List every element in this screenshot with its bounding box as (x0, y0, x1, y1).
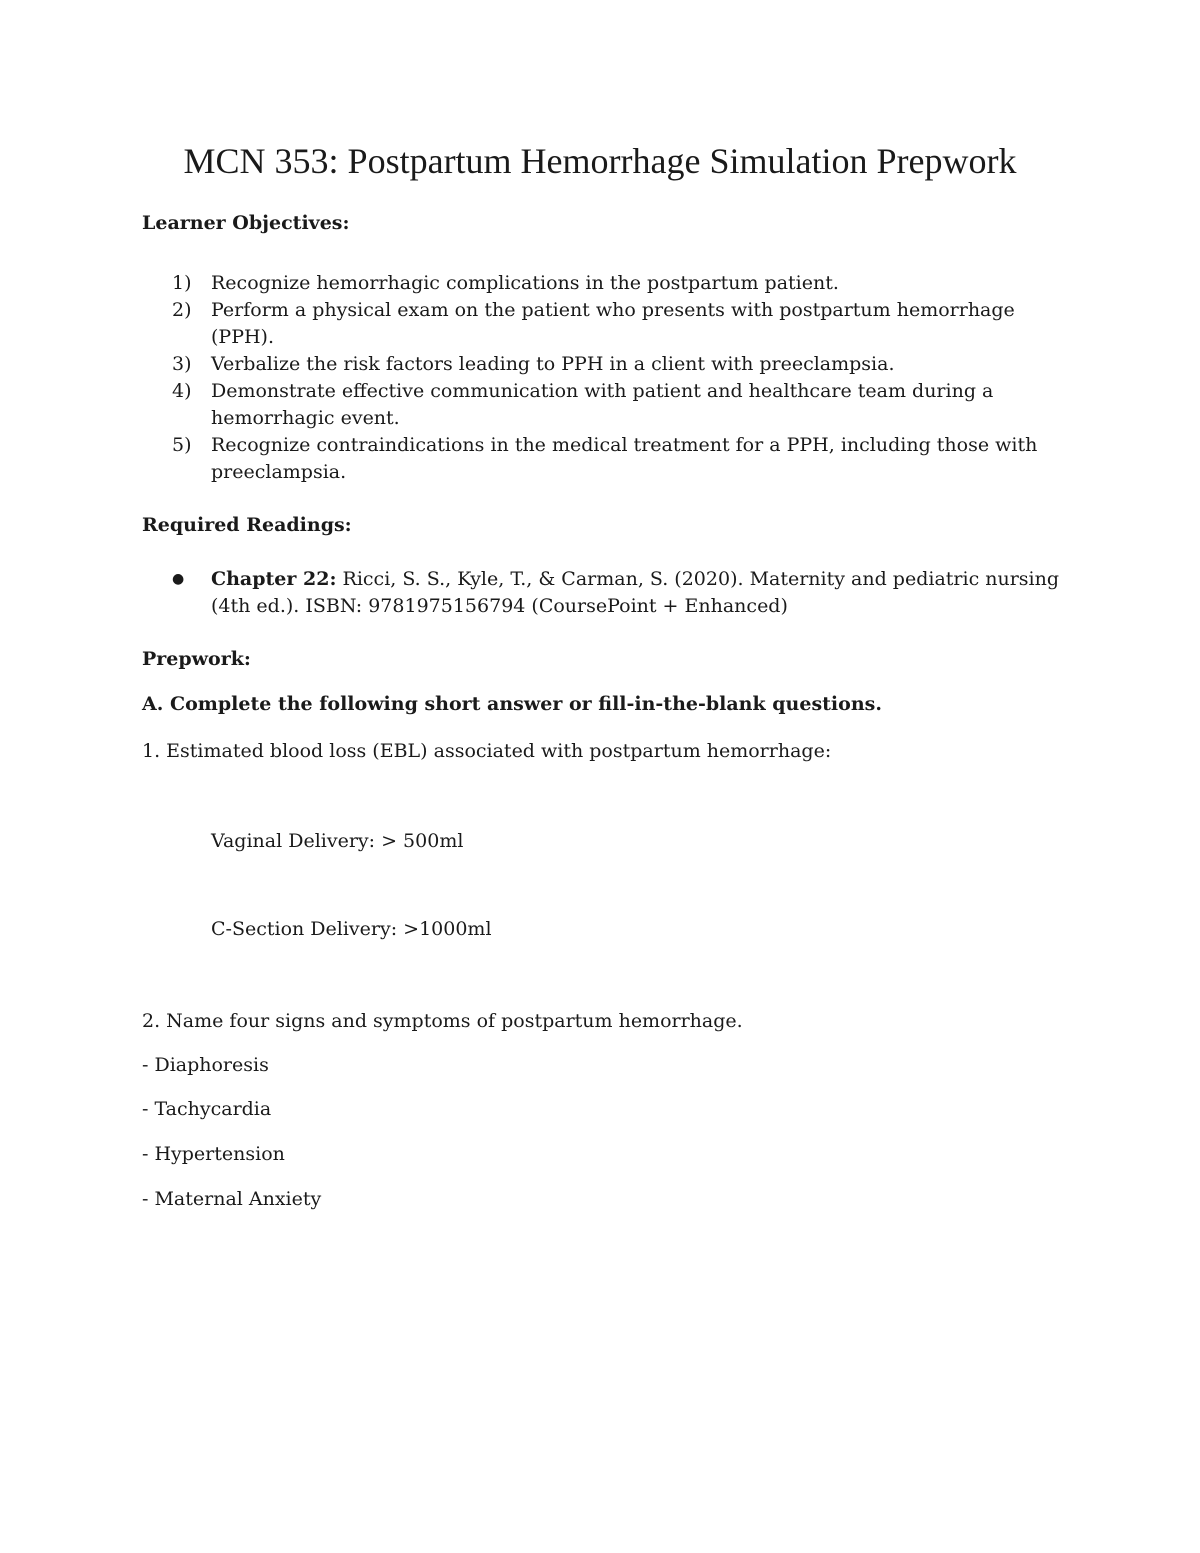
answer-item: - Tachycardia (142, 1098, 272, 1120)
answer-item: - Diaphoresis (142, 1054, 269, 1076)
answer-vaginal-delivery: Vaginal Delivery: > 500ml (211, 830, 464, 852)
required-readings-heading: Required Readings: (142, 514, 352, 536)
answer-item: - Maternal Anxiety (142, 1188, 322, 1210)
learner-objectives-heading: Learner Objectives: (142, 212, 350, 234)
list-item-text: Recognize hemorrhagic complications in the postpartum patient. (211, 272, 839, 294)
document-title: MCN 353: Postpartum Hemorrhage Simulation Prepwork (183, 141, 1017, 181)
list-number: 5) (172, 434, 192, 456)
answer-csection-delivery: C-Section Delivery: >1000ml (211, 918, 492, 940)
question-2: 2. Name four signs and symptoms of postpartum hemorrhage. (142, 1010, 743, 1032)
list-number: 2) (172, 299, 192, 321)
list-item-text: Perform a physical exam on the patient who presents with postpartum hemorrhage (PPH). (211, 299, 1015, 348)
bullet-icon: ● (172, 571, 185, 587)
list-item (172, 297, 1052, 351)
section-a-instructions: A. Complete the following short answer or fill-in-the-blank questions. (142, 693, 882, 715)
readings-list (172, 566, 1062, 620)
list-item (172, 378, 1052, 432)
objectives-list (172, 270, 1052, 486)
list-number: 1) (172, 272, 192, 294)
list-item (172, 432, 1052, 486)
list-item-text: Verbalize the risk factors leading to PPH in a client with preeclampsia. (211, 353, 895, 375)
list-item-text: Demonstrate effective communication with patient and healthcare team during a hemorrhagic event. (211, 380, 994, 429)
list-item (172, 270, 1052, 297)
reading-label: Chapter 22: (211, 568, 337, 590)
reading-citation: Ricci, S. S., Kyle, T., & Carman, S. (2020). Maternity and pediatric nursing (4th ed.). ISBN: 9781975156794 (CoursePoint + Enhanced) (211, 568, 1060, 617)
question-1: 1. Estimated blood loss (EBL) associated with postpartum hemorrhage: (142, 740, 832, 762)
list-number: 4) (172, 380, 192, 402)
list-number: 3) (172, 353, 192, 375)
answer-item: - Hypertension (142, 1143, 285, 1165)
prepwork-heading: Prepwork: (142, 648, 251, 670)
list-item-text: Recognize contraindications in the medical treatment for a PPH, including those with preeclampsia. (211, 434, 1038, 483)
list-item (172, 566, 1062, 620)
list-item (172, 351, 1052, 378)
